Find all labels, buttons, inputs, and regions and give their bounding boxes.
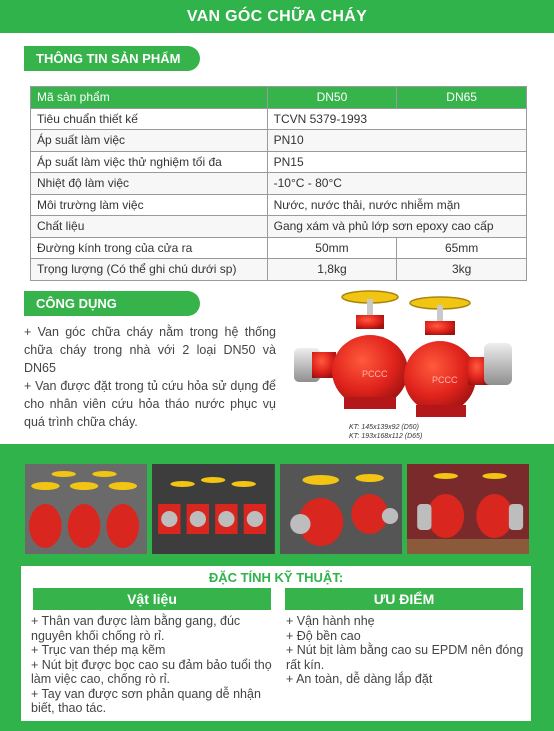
photo-strip [25, 464, 529, 554]
row-label: Tiêu chuẩn thiết kế [31, 108, 268, 130]
list-item: + Độ bền cao [286, 628, 361, 643]
list-item: + Vận hành nhẹ [286, 614, 375, 628]
svg-text:PCCC: PCCC [362, 369, 388, 379]
caption-dn65: KT: 193x168x112 (D65) [349, 433, 423, 440]
list-item: + An toàn, dễ dàng lắp đặt [286, 672, 433, 686]
row-label: Môi trường làm việc [31, 194, 268, 216]
specs-card [21, 566, 531, 721]
list-item: + Tay van được sơn phản quang dễ nhận biết, thao tác. [31, 686, 261, 715]
table-header-row [31, 87, 527, 109]
table-header-dn50: DN50 [267, 87, 397, 109]
valve-product-image [288, 285, 534, 425]
table-row [31, 259, 527, 281]
usage-text [24, 323, 276, 431]
material-list [31, 614, 274, 716]
row-value: PN15 [267, 151, 526, 173]
advantages-list [286, 614, 526, 687]
svg-text:PCCC: PCCC [432, 375, 458, 385]
specs-title: ĐẶC TÍNH KỸ THUẬT: [208, 570, 344, 585]
row-value: Gang xám và phủ lớp sơn epoxy cao cấp [267, 216, 526, 238]
valve-photo [25, 464, 147, 554]
table-row [31, 151, 527, 173]
valve-photo [407, 464, 529, 554]
list-item: + Nút bịt làm bằng cao su EPDM nên đóng rất kín. [286, 643, 524, 672]
page-title: VAN GÓC CHỮA CHÁY [186, 8, 368, 25]
row-label: Áp suất làm việc [31, 130, 268, 152]
row-label: Áp suất làm việc thử nghiệm tối đa [31, 151, 268, 173]
row-value-dn65: 65mm [397, 237, 527, 259]
table-row [31, 237, 527, 259]
valve-photo [280, 464, 402, 554]
list-item: + Trục van thép mạ kẽm [31, 643, 166, 657]
table-row [31, 130, 527, 152]
row-value: Nước, nước thải, nước nhiễm mặn [267, 194, 526, 216]
list-item: + Thân van được làm bằng gang, đúc nguyên khối chống rò rỉ. [31, 614, 241, 643]
title-banner [0, 0, 554, 33]
row-value-dn50: 1,8kg [267, 259, 397, 281]
material-heading: Vật liệu [33, 588, 271, 610]
table-header-dn65: DN65 [397, 87, 527, 109]
row-label: Trọng lượng (Có thể ghi chú dưới sp) [31, 259, 268, 281]
usage-paragraph: + Van được đặt trong tủ cứu hỏa sử dụng để cho nhân viên cứu hỏa tháo nước phục vụ quá trình chữa cháy. [24, 379, 276, 429]
section-title-usage: CÔNG DỤNG [24, 291, 200, 316]
row-label: Đường kính trong của cửa ra [31, 237, 268, 259]
row-value: TCVN 5379-1993 [267, 108, 526, 130]
advantages-heading: ƯU ĐIỂM [285, 588, 523, 610]
table-header-label: Mã sản phẩm [31, 87, 268, 109]
spec-table [30, 86, 527, 281]
table-row [31, 173, 527, 195]
product-dimensions-caption [349, 423, 422, 441]
table-row [31, 216, 527, 238]
list-item: + Nút bịt được bọc cao su đảm bảo tuổi thọ làm việc cao, chống rò rỉ. [31, 657, 272, 686]
row-label: Nhiệt độ làm việc [31, 173, 268, 195]
row-value: -10°C - 80°C [267, 173, 526, 195]
row-value-dn50: 50mm [267, 237, 397, 259]
usage-paragraph: + Van góc chữa cháy nằm trong hệ thống chữa cháy trong nhà với 2 loại DN50 và DN65 [24, 325, 276, 375]
table-row [31, 194, 527, 216]
caption-dn50: KT: 145x139x92 (D50) [349, 424, 419, 431]
row-label: Chất liệu [31, 216, 268, 238]
section-title-product-info: THÔNG TIN SẢN PHẨM [24, 46, 200, 71]
valve-photo [152, 464, 274, 554]
table-row [31, 108, 527, 130]
row-value: PN10 [267, 130, 526, 152]
row-value-dn65: 3kg [397, 259, 527, 281]
